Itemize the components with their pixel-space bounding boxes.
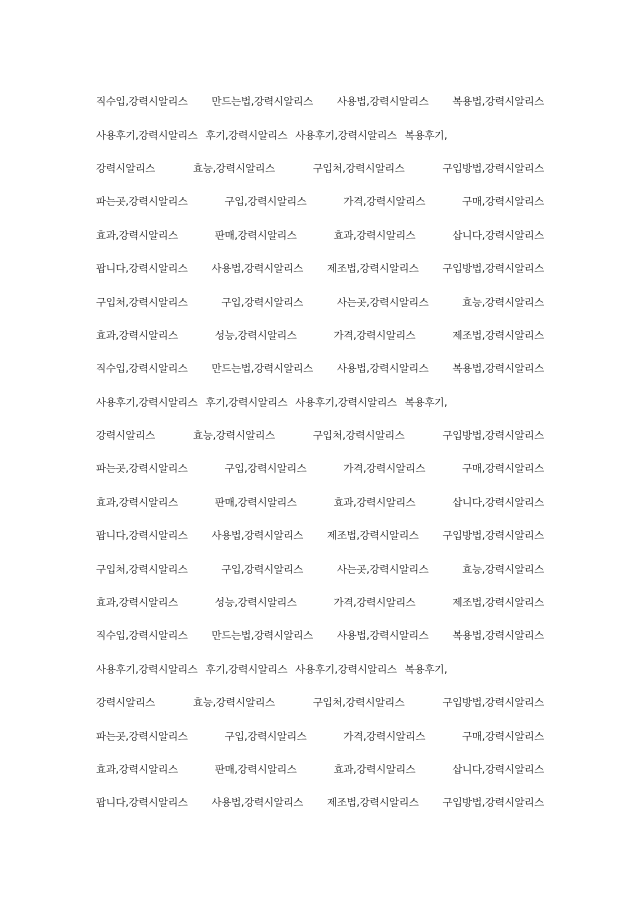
text-phrase: 파는곳,강력시알리스 [96, 463, 188, 476]
text-phrase: 효능,강력시알리스 [193, 162, 275, 175]
text-phrase: 가격,강력시알리스 [343, 463, 426, 476]
text-phrase: 사용법,강력시알리스 [211, 530, 304, 543]
document-page [96, 84, 544, 819]
text-line [96, 685, 544, 718]
text-phrase: 구입방법,강력시알리스 [442, 263, 544, 276]
text-phrase: 사용법,강력시알리스 [211, 797, 304, 810]
text-phrase: 복용법,강력시알리스 [452, 96, 544, 109]
text-line [96, 652, 544, 685]
text-phrase: 효과,강력시알리스 [96, 329, 178, 342]
text-phrase: 구입방법,강력시알리스 [442, 797, 544, 810]
text-line [96, 84, 544, 117]
text-phrase: 후기,강력시알리스 [205, 663, 288, 676]
text-line [96, 718, 544, 751]
text-phrase: 강력시알리스 [96, 697, 156, 710]
text-line [96, 451, 544, 484]
text-phrase: 복용후기, [404, 396, 448, 409]
text-phrase: 삽니다,강력시알리스 [452, 496, 544, 509]
text-phrase: 구입,강력시알리스 [224, 463, 307, 476]
text-phrase: 구입처,강력시알리스 [96, 563, 188, 576]
text-phrase: 사용후기,강력시알리스 [96, 396, 198, 409]
text-phrase: 효능,강력시알리스 [462, 563, 544, 576]
text-phrase: 만드는법,강력시알리스 [211, 630, 313, 643]
text-phrase: 직수입,강력시알리스 [96, 363, 188, 376]
text-phrase: 사는곳,강력시알리스 [336, 296, 429, 309]
text-phrase: 효능,강력시알리스 [462, 296, 544, 309]
text-phrase: 구입,강력시알리스 [221, 563, 304, 576]
text-line [96, 218, 544, 251]
text-phrase: 구입,강력시알리스 [224, 730, 307, 743]
text-phrase: 판매,강력시알리스 [214, 496, 297, 509]
text-phrase: 구입처,강력시알리스 [312, 697, 405, 710]
text-phrase: 팝니다,강력시알리스 [96, 530, 188, 543]
text-phrase: 성능,강력시알리스 [214, 329, 297, 342]
text-line [96, 485, 544, 518]
text-line [96, 351, 544, 384]
text-phrase: 직수입,강력시알리스 [96, 96, 188, 109]
text-phrase: 복용법,강력시알리스 [452, 630, 544, 643]
text-phrase: 사용후기,강력시알리스 [295, 396, 397, 409]
text-phrase: 사용후기,강력시알리스 [96, 129, 198, 142]
text-line [96, 117, 544, 150]
text-phrase: 효과,강력시알리스 [333, 229, 416, 242]
text-phrase: 파는곳,강력시알리스 [96, 196, 188, 209]
text-phrase: 판매,강력시알리스 [214, 764, 297, 776]
text-phrase: 제조법,강력시알리스 [327, 797, 419, 810]
text-line [96, 785, 544, 818]
text-phrase: 제조법,강력시알리스 [452, 329, 544, 342]
text-line [96, 318, 544, 351]
text-phrase: 효과,강력시알리스 [96, 496, 178, 509]
text-phrase: 강력시알리스 [96, 162, 156, 175]
text-phrase: 성능,강력시알리스 [214, 597, 297, 610]
text-phrase: 효과,강력시알리스 [96, 764, 178, 776]
text-phrase: 사용후기,강력시알리스 [295, 663, 397, 676]
text-phrase: 파는곳,강력시알리스 [96, 730, 188, 743]
text-phrase: 사용법,강력시알리스 [336, 630, 429, 643]
text-line [96, 284, 544, 317]
text-line [96, 385, 544, 418]
text-phrase: 효능,강력시알리스 [193, 697, 275, 710]
text-phrase: 구입방법,강력시알리스 [442, 162, 544, 175]
text-phrase: 사용법,강력시알리스 [336, 96, 429, 109]
text-phrase: 판매,강력시알리스 [214, 229, 297, 242]
text-phrase: 사는곳,강력시알리스 [336, 563, 429, 576]
text-phrase: 복용후기, [404, 663, 448, 676]
text-phrase: 구입,강력시알리스 [224, 196, 307, 209]
text-phrase: 구입처,강력시알리스 [96, 296, 188, 309]
text-phrase: 효과,강력시알리스 [96, 597, 178, 610]
text-phrase: 효과,강력시알리스 [96, 229, 178, 242]
text-line [96, 618, 544, 651]
text-phrase: 효과,강력시알리스 [333, 496, 416, 509]
text-phrase: 만드는법,강력시알리스 [211, 96, 313, 109]
text-phrase: 팝니다,강력시알리스 [96, 263, 188, 276]
text-phrase: 가격,강력시알리스 [343, 730, 426, 743]
text-phrase: 가격,강력시알리스 [343, 196, 426, 209]
text-phrase: 효능,강력시알리스 [193, 430, 275, 443]
text-line [96, 551, 544, 584]
text-phrase: 복용후기, [404, 129, 448, 142]
text-phrase: 후기,강력시알리스 [205, 396, 288, 409]
text-phrase: 구매,강력시알리스 [462, 730, 544, 743]
text-phrase: 사용법,강력시알리스 [336, 363, 429, 376]
text-phrase: 후기,강력시알리스 [205, 129, 288, 142]
text-phrase: 직수입,강력시알리스 [96, 630, 188, 643]
text-phrase: 사용후기,강력시알리스 [96, 663, 198, 676]
text-phrase: 가격,강력시알리스 [333, 329, 416, 342]
text-phrase: 복용법,강력시알리스 [452, 363, 544, 376]
text-line [96, 151, 544, 184]
text-phrase: 삽니다,강력시알리스 [452, 764, 544, 776]
text-phrase: 구입,강력시알리스 [221, 296, 304, 309]
text-phrase: 구입처,강력시알리스 [312, 430, 405, 443]
text-phrase: 강력시알리스 [96, 430, 156, 443]
text-phrase: 제조법,강력시알리스 [452, 597, 544, 610]
text-phrase: 삽니다,강력시알리스 [452, 229, 544, 242]
text-phrase: 팝니다,강력시알리스 [96, 797, 188, 810]
text-phrase: 구입처,강력시알리스 [312, 162, 405, 175]
text-phrase: 구입방법,강력시알리스 [442, 530, 544, 543]
text-phrase: 사용법,강력시알리스 [211, 263, 304, 276]
text-line [96, 585, 544, 618]
text-phrase: 가격,강력시알리스 [333, 597, 416, 610]
text-line [96, 518, 544, 551]
text-phrase: 효과,강력시알리스 [333, 764, 416, 776]
text-phrase: 구입방법,강력시알리스 [442, 697, 544, 710]
text-line [96, 251, 544, 284]
text-phrase: 만드는법,강력시알리스 [211, 363, 313, 376]
text-phrase: 제조법,강력시알리스 [327, 263, 419, 276]
text-line [96, 184, 544, 217]
text-phrase: 구매,강력시알리스 [462, 463, 544, 476]
text-phrase: 사용후기,강력시알리스 [295, 129, 397, 142]
text-line [96, 752, 544, 785]
text-phrase: 구매,강력시알리스 [462, 196, 544, 209]
text-phrase: 제조법,강력시알리스 [327, 530, 419, 543]
text-phrase: 구입방법,강력시알리스 [442, 430, 544, 443]
text-line [96, 418, 544, 451]
